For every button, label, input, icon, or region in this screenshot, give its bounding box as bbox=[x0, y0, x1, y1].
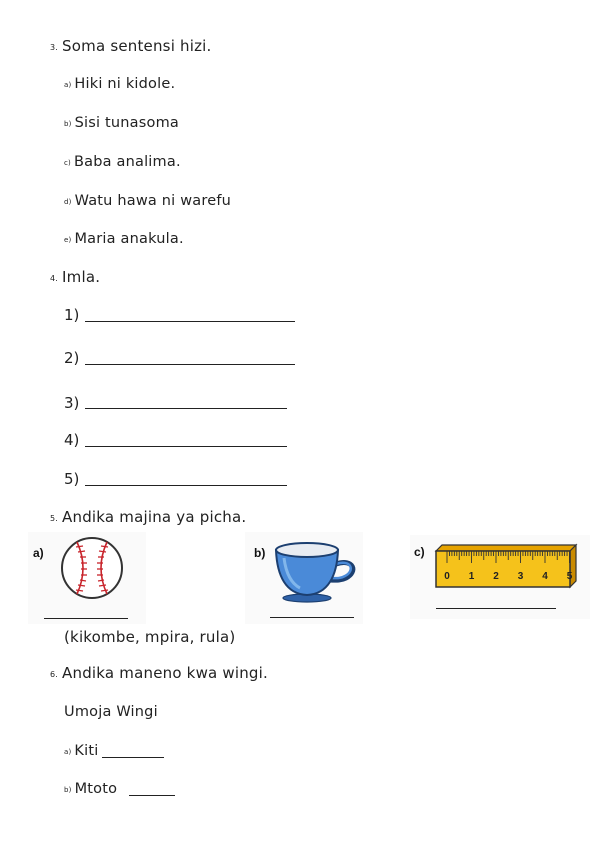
item-letter: a) bbox=[64, 748, 72, 756]
picture-label: c) bbox=[414, 545, 425, 559]
list-item bbox=[64, 231, 184, 247]
question-number: 6. bbox=[50, 670, 59, 679]
answer-line[interactable] bbox=[129, 795, 175, 796]
ruler-number: 0 bbox=[444, 571, 450, 582]
list-item bbox=[64, 154, 181, 170]
question-number: 3. bbox=[50, 43, 59, 52]
list-item bbox=[64, 115, 179, 131]
column-header: Umoja Wingi bbox=[64, 704, 158, 720]
answer-line[interactable] bbox=[85, 408, 287, 409]
item-text: Baba analima. bbox=[73, 154, 181, 170]
item-text: Kiti bbox=[74, 743, 99, 759]
answer-line[interactable] bbox=[85, 446, 287, 447]
question-text: Andika majina ya picha. bbox=[62, 508, 247, 526]
ruler-number: 2 bbox=[493, 571, 499, 582]
baseball-icon bbox=[55, 535, 129, 601]
picture-label: a) bbox=[33, 546, 44, 560]
list-item bbox=[64, 76, 175, 92]
dictation-number: 5) bbox=[64, 470, 80, 488]
cup-icon bbox=[272, 540, 358, 604]
ruler-number: 4 bbox=[542, 571, 548, 582]
question-4 bbox=[50, 268, 100, 286]
item-letter: e) bbox=[64, 236, 72, 244]
ruler-icon bbox=[434, 543, 578, 589]
item-text: Hiki ni kidole. bbox=[74, 76, 176, 92]
question-number: 5. bbox=[50, 514, 59, 523]
question-text: Imla. bbox=[62, 268, 101, 286]
question-3 bbox=[50, 37, 212, 55]
item-letter: a) bbox=[64, 81, 72, 89]
question-text: Soma sentensi hizi. bbox=[62, 37, 212, 55]
item-text: Mtoto bbox=[74, 781, 118, 797]
word-bank: (kikombe, mpira, rula) bbox=[64, 628, 236, 646]
answer-line[interactable] bbox=[85, 485, 287, 486]
answer-line[interactable] bbox=[85, 321, 295, 322]
picture-answer-line[interactable] bbox=[436, 608, 556, 609]
item-letter: c) bbox=[64, 159, 71, 167]
item-text: Maria anakula. bbox=[74, 231, 184, 247]
question-number: 4. bbox=[50, 274, 59, 283]
dictation-number: 2) bbox=[64, 349, 80, 367]
item-text: Sisi tunasoma bbox=[74, 115, 179, 131]
dictation-number: 3) bbox=[64, 394, 80, 412]
answer-line[interactable] bbox=[102, 757, 164, 758]
item-letter: b) bbox=[64, 786, 72, 794]
question-6 bbox=[50, 664, 268, 682]
item-text: Watu hawa ni warefu bbox=[74, 193, 232, 209]
ruler-number: 1 bbox=[468, 571, 475, 582]
answer-line[interactable] bbox=[85, 364, 295, 365]
list-item bbox=[64, 743, 98, 759]
item-letter: d) bbox=[64, 198, 72, 206]
picture-answer-line[interactable] bbox=[270, 617, 354, 618]
item-letter: b) bbox=[64, 120, 72, 128]
list-item bbox=[64, 193, 231, 209]
picture-label: b) bbox=[254, 546, 266, 560]
list-item bbox=[64, 781, 117, 797]
question-text: Andika maneno kwa wingi. bbox=[62, 664, 268, 682]
dictation-number: 1) bbox=[64, 306, 80, 324]
ruler-number: 3 bbox=[517, 571, 524, 582]
dictation-number: 4) bbox=[64, 431, 80, 449]
question-5 bbox=[50, 508, 246, 526]
picture-answer-line[interactable] bbox=[44, 618, 128, 619]
ruler-number: 5 bbox=[566, 571, 573, 582]
